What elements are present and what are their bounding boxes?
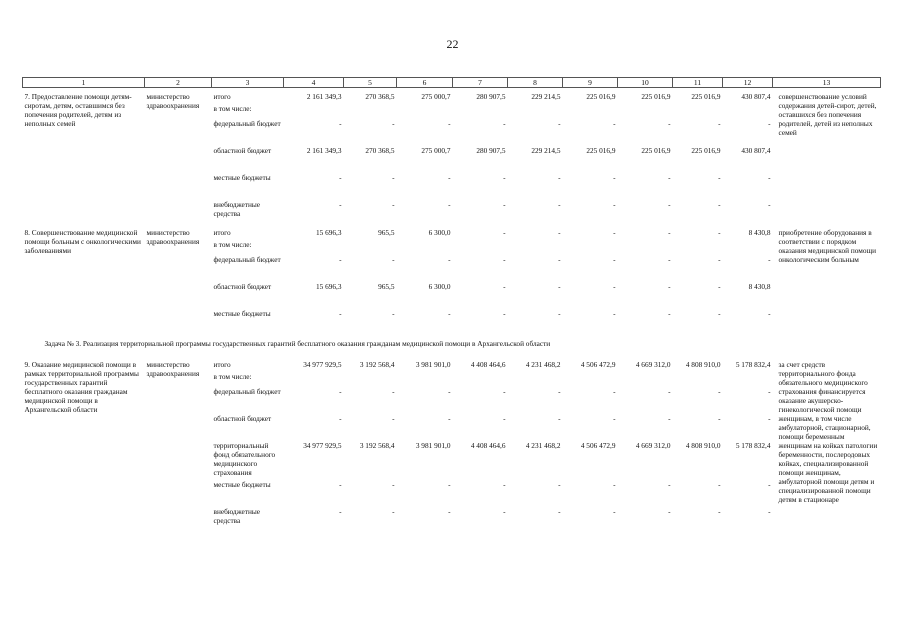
value-cell: - [448,387,451,396]
value-cell: 275 000,7 [421,146,451,155]
measure-name: 8. Совершенствование медицинской помощи больным с онкологическими заболеваниями [24,228,141,255]
value-cell: 225 016,9 [691,146,721,155]
funding-source: местные бюджеты [213,309,271,318]
value-cell: - [668,282,671,291]
header-col: 13 [773,78,881,88]
value-cell: - [558,173,561,182]
value-cell: 280 907,5 [476,146,506,155]
funding-source: итого [213,92,231,101]
value-cell: 15 696,3 [315,282,342,291]
expected-result: приобретение оборудования в соответствии с порядком оказания медицинской помощи онкологическим больным [778,228,877,264]
value-cell: - [668,507,671,516]
value-cell: - [668,200,671,209]
value-cell: 430 807,4 [741,146,771,155]
value-cell: - [613,173,616,182]
value-cell: - [558,200,561,209]
header-col: 9 [563,78,618,88]
value-cell: - [392,507,395,516]
value-cell: - [768,507,771,516]
value-cell: - [339,309,342,318]
value-cell: - [448,480,451,489]
value-cell: - [613,480,616,489]
funding-source: внебюджетные средства [213,507,261,525]
funding-source: областной бюджет [213,282,272,291]
value-cell: 4 669 312,0 [635,441,671,450]
value-cell: - [668,173,671,182]
value-cell [723,370,773,384]
value-cell [673,238,723,252]
value-cell [508,370,563,384]
value-cell [284,238,344,252]
value-cell: 8 430,8 [748,282,771,291]
value-cell: - [613,387,616,396]
value-cell: - [768,387,771,396]
value-cell: - [668,255,671,264]
value-cell: - [392,309,395,318]
value-cell: - [613,414,616,423]
value-cell: 3 981 901,0 [415,360,451,369]
value-cell: - [392,173,395,182]
value-cell: - [558,119,561,128]
column-number-row [23,78,881,88]
value-cell [397,102,453,116]
value-cell: 6 300,0 [428,282,451,291]
value-cell: - [503,282,506,291]
funding-source: в том числе: [213,240,252,249]
value-cell: - [448,200,451,209]
value-cell: 225 016,9 [691,92,721,101]
value-cell: - [668,309,671,318]
program-table [22,77,881,531]
value-cell: - [718,200,721,209]
value-cell: - [613,200,616,209]
funding-source: в том числе: [213,372,252,381]
value-cell: - [668,414,671,423]
value-cell [453,238,508,252]
header-col: 2 [145,78,212,88]
value-cell: - [718,414,721,423]
value-cell: - [718,119,721,128]
measure-name: 7. Предоставление помощи детям-сиротам, детям, оставшимся без попечения родителей, детям из неполных семей [24,92,132,128]
header-col: 11 [673,78,723,88]
value-cell: - [503,507,506,516]
value-cell: 965,5 [378,228,395,237]
task-heading: Задача № 3. Реализация территориальной программы государственных гарантий бесплатного оказания гражданам медицинской помощи в Архангельской области [44,339,551,348]
header-col: 3 [212,78,284,88]
expected-result: совершенствование условий содержания детей-сирот, детей, оставшихся без попечения родителей, детей из неполных семей [778,92,877,137]
value-cell: - [339,480,342,489]
value-cell: 225 016,9 [586,146,616,155]
value-cell: - [718,387,721,396]
value-cell: - [339,255,342,264]
value-cell [397,238,453,252]
value-cell: - [339,387,342,396]
value-cell: - [558,309,561,318]
value-cell: 4 506 472,9 [580,441,616,450]
value-cell: - [558,414,561,423]
header-col: 7 [453,78,508,88]
funding-source: федеральный бюджет [213,387,281,396]
value-cell: 4 808 910,0 [685,360,721,369]
value-cell: 430 807,4 [741,92,771,101]
value-cell [453,370,508,384]
value-cell [618,370,673,384]
value-cell: - [718,228,721,237]
value-cell [397,370,453,384]
value-cell [344,102,397,116]
table-row [23,356,881,370]
value-cell [453,102,508,116]
expected-result: за счет средств территориального фонда обязательного медицинского страхования финансируется оказание акушерско-гинекологической помощи женщинам, в том числе амбулаторной, стационарной, помощи беременным женщинам на койках патологии беременности, послеродовых койках, специализированной помощи женщинам, амбулаторной помощи детям и специализированной помощи детям в стационаре [778,360,878,504]
value-cell: 4 408 464,6 [470,441,506,450]
value-cell [563,102,618,116]
value-cell: 275 000,7 [421,92,451,101]
value-cell: - [668,119,671,128]
value-cell: - [718,507,721,516]
executor: министерство здравоохранения [146,92,200,110]
value-cell: - [503,119,506,128]
value-cell: - [448,119,451,128]
value-cell: - [718,309,721,318]
value-cell [618,102,673,116]
value-cell: - [503,387,506,396]
value-cell: - [558,282,561,291]
value-cell [284,102,344,116]
header-col: 6 [397,78,453,88]
header-col: 8 [508,78,563,88]
value-cell: - [392,387,395,396]
value-cell [673,370,723,384]
value-cell: 3 192 568,4 [359,360,395,369]
value-cell: - [613,309,616,318]
value-cell: 34 977 929,5 [303,441,342,450]
value-cell: - [718,282,721,291]
value-cell: - [392,414,395,423]
value-cell: - [558,228,561,237]
value-cell: 4 408 464,6 [470,360,506,369]
value-cell: - [503,480,506,489]
value-cell [723,238,773,252]
page-number: 22 [446,37,459,51]
value-cell: 15 696,3 [315,228,342,237]
value-cell [344,238,397,252]
header-col: 12 [723,78,773,88]
value-cell [508,238,563,252]
value-cell: - [339,173,342,182]
funding-source: федеральный бюджет [213,255,281,264]
value-cell: 225 016,9 [586,92,616,101]
value-cell: - [339,414,342,423]
value-cell: - [768,414,771,423]
value-cell: 3 192 568,4 [359,441,395,450]
value-cell: - [558,255,561,264]
value-cell: 2 161 349,3 [306,146,342,155]
funding-source: в том числе: [213,104,252,113]
value-cell: - [503,228,506,237]
value-cell [563,370,618,384]
funding-source: итого [213,228,231,237]
value-cell: 8 430,8 [748,228,771,237]
value-cell: - [448,414,451,423]
value-cell: - [503,414,506,423]
value-cell: - [768,119,771,128]
value-cell [673,102,723,116]
value-cell: 4 669 312,0 [635,360,671,369]
value-cell: 4 231 468,2 [525,441,561,450]
measure-name: 9. Оказание медицинской помощи в рамках территориальной программы государственных гарантий бесплатного оказания гражданам медицинской помощи в Архангельской области [24,360,139,414]
value-cell [344,370,397,384]
value-cell: - [718,173,721,182]
value-cell: 3 981 901,0 [415,441,451,450]
value-cell [563,238,618,252]
value-cell: - [392,119,395,128]
value-cell: 965,5 [378,282,395,291]
value-cell: 2 161 349,3 [306,92,342,101]
funding-source: областной бюджет [213,414,272,423]
value-cell: - [768,173,771,182]
value-cell: - [448,309,451,318]
value-cell: 270 368,5 [365,92,395,101]
value-cell: - [392,200,395,209]
value-cell: - [768,200,771,209]
value-cell: - [768,255,771,264]
value-cell: - [448,255,451,264]
value-cell: - [339,119,342,128]
value-cell: 4 808 910,0 [685,441,721,450]
value-cell: - [613,228,616,237]
value-cell: - [718,480,721,489]
table-row [23,224,881,238]
value-cell: 4 506 472,9 [580,360,616,369]
value-cell: - [503,200,506,209]
value-cell: 6 300,0 [428,228,451,237]
value-cell: - [339,507,342,516]
task-heading-row [23,333,881,356]
value-cell: - [613,119,616,128]
funding-source: федеральный бюджет [213,119,281,128]
value-cell: - [503,309,506,318]
value-cell: - [613,282,616,291]
value-cell: - [668,387,671,396]
value-cell [508,102,563,116]
funding-source: итого [213,360,231,369]
value-cell: - [448,173,451,182]
funding-source: местные бюджеты [213,480,271,489]
header-col: 10 [618,78,673,88]
table-row [23,88,881,103]
executor: министерство здравоохранения [146,228,200,246]
header-col: 4 [284,78,344,88]
funding-source: внебюджетные средства [213,200,261,218]
value-cell: 225 016,9 [641,146,671,155]
value-cell: - [558,507,561,516]
value-cell: - [392,480,395,489]
value-cell: 229 214,5 [531,146,561,155]
value-cell: - [668,480,671,489]
funding-source: областной бюджет [213,146,272,155]
value-cell: - [339,200,342,209]
value-cell: 280 907,5 [476,92,506,101]
value-cell: 5 178 832,4 [735,441,771,450]
value-cell: - [613,507,616,516]
value-cell: - [718,255,721,264]
funding-source: местные бюджеты [213,173,271,182]
value-cell: - [768,309,771,318]
value-cell: 270 368,5 [365,146,395,155]
value-cell: - [613,255,616,264]
value-cell: 34 977 929,5 [303,360,342,369]
value-cell: 229 214,5 [531,92,561,101]
value-cell: 4 231 468,2 [525,360,561,369]
value-cell: - [503,255,506,264]
value-cell: - [668,228,671,237]
value-cell: 225 016,9 [641,92,671,101]
funding-source: территориальный фонд обязательного медицинского страхования [213,441,276,477]
value-cell: - [503,173,506,182]
value-cell: - [392,255,395,264]
value-cell: 5 178 832,4 [735,360,771,369]
value-cell: - [558,387,561,396]
value-cell [284,370,344,384]
value-cell: - [768,480,771,489]
header-col: 1 [23,78,145,88]
header-col: 5 [344,78,397,88]
value-cell: - [448,507,451,516]
value-cell: - [558,480,561,489]
executor: министерство здравоохранения [146,360,200,378]
value-cell [723,102,773,116]
value-cell [618,238,673,252]
